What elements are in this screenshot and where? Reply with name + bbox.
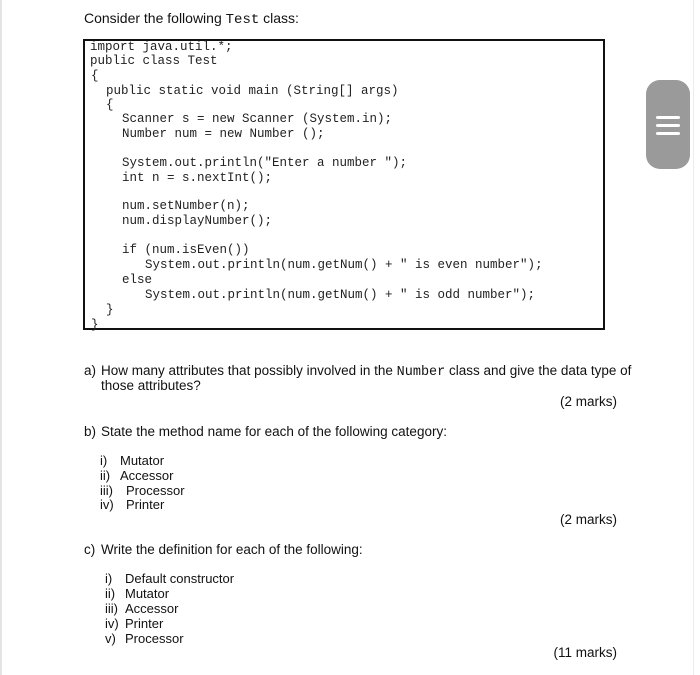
code-line: num.displayNumber(); xyxy=(122,214,273,228)
question-b-text: State the method name for each of the following category: xyxy=(101,424,447,439)
list-item-number: ii) xyxy=(100,468,111,483)
list-item-text: Printer xyxy=(126,497,165,512)
list-item-number: i) xyxy=(100,453,108,468)
code-line: public class Test xyxy=(90,54,218,68)
code-line: import java.util.*; xyxy=(90,40,233,54)
list-item xyxy=(105,601,178,616)
code-line: } xyxy=(106,303,114,317)
code-line: System.out.println("Enter a number "); xyxy=(122,156,408,170)
code-line: { xyxy=(106,98,114,112)
question-a-marks: (2 marks) xyxy=(560,394,617,409)
question-a-text-before: How many attributes that possibly involved in the xyxy=(101,363,397,378)
code-line: num.setNumber(n); xyxy=(122,199,250,213)
intro-suffix: class: xyxy=(259,10,299,26)
code-line: { xyxy=(91,69,99,83)
list-item-number: iv) xyxy=(100,497,114,512)
question-a-class-name: Number xyxy=(396,365,446,380)
list-item xyxy=(105,571,234,586)
page-left-border xyxy=(0,0,2,675)
question-c-marks: (11 marks) xyxy=(553,645,617,660)
list-item xyxy=(105,616,163,631)
question-b-label: b) xyxy=(84,424,97,439)
list-item-number: iii) xyxy=(105,601,118,616)
page-right-border xyxy=(693,0,694,675)
list-item-number: i) xyxy=(105,571,113,586)
question-a-line2: those attributes? xyxy=(101,378,201,393)
pause-handle-icon[interactable] xyxy=(646,80,690,169)
list-item xyxy=(105,631,184,646)
list-item xyxy=(100,483,185,498)
list-item xyxy=(105,586,169,601)
list-item-text: Mutator xyxy=(125,586,170,601)
question-a-text-after: class and give the data type of xyxy=(445,363,632,378)
question-c-text: Write the definition for each of the following: xyxy=(101,542,363,557)
question-b-marks: (2 marks) xyxy=(560,512,617,527)
handle-bar xyxy=(656,116,680,119)
list-item-text: Default constructor xyxy=(125,571,235,586)
list-item-text: Printer xyxy=(125,616,164,631)
code-line: System.out.println(num.getNum() + " is even number"); xyxy=(145,258,543,272)
code-line: System.out.println(num.getNum() + " is odd number"); xyxy=(145,288,536,302)
list-item-number: iii) xyxy=(100,483,113,498)
question-c-label: c) xyxy=(84,542,96,557)
code-line: Number num = new Number (); xyxy=(122,127,325,141)
intro-prefix: Consider the following xyxy=(84,10,226,26)
intro-text xyxy=(84,10,299,28)
list-item-number: ii) xyxy=(105,586,116,601)
list-item-number: iv) xyxy=(105,616,119,631)
question-a-label: a) xyxy=(84,363,97,378)
list-item-text: Accessor xyxy=(125,601,179,616)
list-item xyxy=(100,497,164,512)
list-item xyxy=(100,468,173,483)
list-item-number: v) xyxy=(105,631,116,646)
handle-bar xyxy=(656,124,680,127)
code-line: int n = s.nextInt(); xyxy=(122,171,273,185)
list-item-text: Mutator xyxy=(120,453,165,468)
code-line: if (num.isEven()) xyxy=(122,243,250,257)
intro-class-name: Test xyxy=(225,12,260,28)
code-line: Scanner s = new Scanner (System.in); xyxy=(122,112,393,126)
list-item-text: Processor xyxy=(125,631,184,646)
code-line: public static void main (String[] args) xyxy=(106,84,399,98)
list-item xyxy=(100,453,164,468)
handle-bar xyxy=(656,132,680,135)
code-line: else xyxy=(122,273,153,287)
list-item-text: Accessor xyxy=(120,468,174,483)
list-item-text: Processor xyxy=(126,483,185,498)
code-line: } xyxy=(91,318,99,332)
